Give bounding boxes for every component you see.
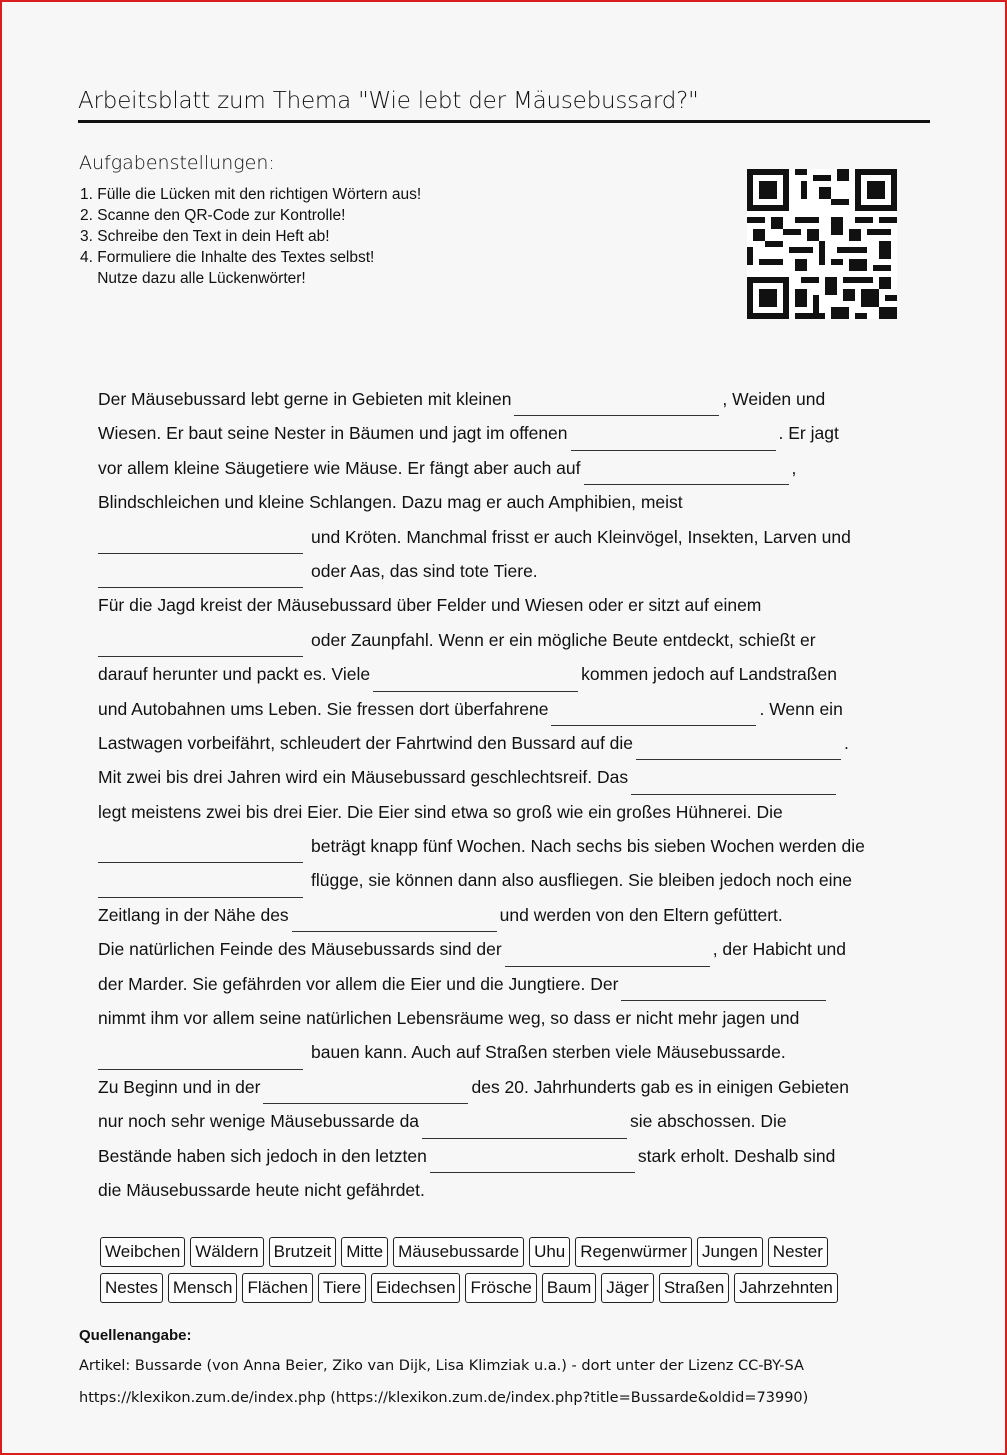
blank-gap[interactable] bbox=[551, 703, 756, 726]
text-line bbox=[98, 692, 928, 726]
text-line bbox=[98, 1139, 928, 1173]
blank-gap[interactable] bbox=[571, 428, 776, 451]
word-chip[interactable]: Brutzeit bbox=[269, 1237, 337, 1267]
text-segment: , bbox=[791, 457, 797, 478]
word-bank-row bbox=[100, 1237, 920, 1267]
text-segment: Blindschleichen und kleine Schlangen. Dazu mag er auch Amphibien, meist bbox=[98, 492, 683, 513]
word-chip[interactable]: Jungen bbox=[697, 1237, 763, 1267]
text-segment: darauf herunter und packt es. Viele bbox=[98, 664, 371, 685]
text-segment: nur noch sehr wenige Mäusebussarde da bbox=[98, 1111, 420, 1132]
text-line bbox=[98, 382, 928, 416]
blank-gap[interactable] bbox=[98, 565, 303, 588]
text-segment: die Mäusebussarde heute nicht gefährdet. bbox=[98, 1179, 425, 1200]
text-segment: Mit zwei bis drei Jahren wird ein Mäusebussard geschlechtsreif. Das bbox=[98, 767, 629, 788]
word-chip[interactable]: Uhu bbox=[529, 1237, 570, 1267]
text-line bbox=[98, 932, 928, 966]
word-chip[interactable]: Tiere bbox=[318, 1273, 366, 1303]
text-line bbox=[98, 1173, 928, 1207]
blank-gap[interactable] bbox=[505, 944, 710, 967]
word-chip[interactable]: Straßen bbox=[659, 1273, 729, 1303]
text-line bbox=[98, 588, 928, 622]
word-chip[interactable]: Baum bbox=[542, 1273, 596, 1303]
text-line bbox=[98, 623, 928, 657]
text-line bbox=[98, 829, 928, 863]
task-item: Nutze dazu alle Lückenwörter! bbox=[80, 270, 306, 287]
word-chip[interactable]: Nester bbox=[768, 1237, 828, 1267]
word-chip[interactable]: Weibchen bbox=[100, 1237, 185, 1267]
blank-gap[interactable] bbox=[514, 393, 719, 416]
blank-gap[interactable] bbox=[584, 462, 789, 485]
blank-gap[interactable] bbox=[292, 909, 497, 932]
source-article: Artikel: Bussarde (von Anna Beier, Ziko van Dijk, Lisa Klimziak u.a.) - dort unter der Lizenz CC-BY-SA bbox=[79, 1358, 804, 1374]
blank-gap[interactable] bbox=[631, 772, 836, 795]
qr-code-icon[interactable] bbox=[747, 168, 897, 320]
word-chip[interactable]: Mitte bbox=[341, 1237, 388, 1267]
text-line bbox=[98, 726, 928, 760]
word-chip[interactable]: Mensch bbox=[168, 1273, 238, 1303]
source-heading: Quellenangabe: bbox=[79, 1327, 192, 1344]
task-item: 2. Scanne den QR-Code zur Kontrolle! bbox=[80, 207, 346, 224]
text-segment: Für die Jagd kreist der Mäusebussard über Felder und Wiesen oder er sitzt auf einem bbox=[98, 595, 762, 616]
tasks-heading: Aufgabenstellungen: bbox=[79, 152, 275, 174]
source-link[interactable]: https://klexikon.zum.de/index.php (https://klexikon.zum.de/index.php?title=Bussarde&oldid=73990) bbox=[79, 1390, 809, 1406]
blank-gap[interactable] bbox=[430, 1150, 635, 1173]
task-item: 4. Formuliere die Inhalte des Textes selbst! bbox=[80, 249, 375, 266]
word-chip[interactable]: Jäger bbox=[601, 1273, 654, 1303]
text-segment: Die natürlichen Feinde des Mäusebussards sind der bbox=[98, 939, 502, 960]
blank-gap[interactable] bbox=[373, 669, 578, 692]
text-segment: Lastwagen vorbeifährt, schleudert der Fahrtwind den Bussard auf die bbox=[98, 732, 634, 753]
task-item: 3. Schreibe den Text in dein Heft ab! bbox=[80, 228, 330, 245]
blank-gap[interactable] bbox=[98, 1047, 303, 1070]
text-segment: . Er jagt bbox=[778, 423, 839, 444]
text-segment: oder Aas, das sind tote Tiere. bbox=[311, 560, 538, 581]
word-chip[interactable]: Frösche bbox=[465, 1273, 536, 1303]
text-segment: des 20. Jahrhunderts gab es in einigen Gebieten bbox=[471, 1076, 849, 1097]
word-bank-row bbox=[100, 1273, 920, 1303]
text-segment: vor allem kleine Säugetiere wie Mäuse. Er fängt aber auch auf bbox=[98, 457, 581, 478]
text-line bbox=[98, 795, 928, 829]
worksheet-title: Arbeitsblatt zum Thema "Wie lebt der Mäusebussard?" bbox=[78, 86, 930, 123]
text-line bbox=[98, 1070, 928, 1104]
text-segment: Zeitlang in der Nähe des bbox=[98, 904, 289, 925]
cloze-text bbox=[98, 382, 928, 1207]
blank-gap[interactable] bbox=[98, 875, 303, 898]
word-chip[interactable]: Eidechsen bbox=[371, 1273, 460, 1303]
blank-gap[interactable] bbox=[98, 531, 303, 554]
text-segment: flügge, sie können dann also ausfliegen. Sie bleiben jedoch noch eine bbox=[311, 870, 852, 891]
word-chip[interactable]: Flächen bbox=[242, 1273, 312, 1303]
text-line bbox=[98, 657, 928, 691]
text-segment: und Kröten. Manchmal frisst er auch Kleinvögel, Insekten, Larven und bbox=[311, 526, 851, 547]
word-chip[interactable]: Nestes bbox=[100, 1273, 163, 1303]
text-segment: bauen kann. Auch auf Straßen sterben viele Mäusebussarde. bbox=[311, 1042, 786, 1063]
text-line bbox=[98, 485, 928, 519]
text-segment: stark erholt. Deshalb sind bbox=[637, 1145, 836, 1166]
text-segment: und Autobahnen ums Leben. Sie fressen dort überfahrene bbox=[98, 698, 549, 719]
text-line bbox=[98, 520, 928, 554]
text-line bbox=[98, 554, 928, 588]
text-segment: Bestände haben sich jedoch in den letzten bbox=[98, 1145, 427, 1166]
blank-gap[interactable] bbox=[98, 634, 303, 657]
text-line bbox=[98, 898, 928, 932]
blank-gap[interactable] bbox=[263, 1081, 468, 1104]
text-segment: Wiesen. Er baut seine Nester in Bäumen und jagt im offenen bbox=[98, 423, 568, 444]
text-line bbox=[98, 1035, 928, 1069]
text-line bbox=[98, 1104, 928, 1138]
word-chip[interactable]: Regenwürmer bbox=[575, 1237, 692, 1267]
word-bank bbox=[100, 1237, 920, 1309]
text-line bbox=[98, 1001, 928, 1035]
text-segment: kommen jedoch auf Landstraßen bbox=[581, 664, 837, 685]
task-item: 1. Fülle die Lücken mit den richtigen Wörtern aus! bbox=[80, 186, 422, 203]
blank-gap[interactable] bbox=[621, 978, 826, 1001]
text-segment: . bbox=[844, 732, 849, 753]
text-segment: oder Zaunpfahl. Wenn er ein mögliche Beute entdeckt, schießt er bbox=[311, 629, 816, 650]
text-line bbox=[98, 451, 928, 485]
word-chip[interactable]: Mäusebussarde bbox=[393, 1237, 524, 1267]
text-line bbox=[98, 863, 928, 897]
text-segment: , der Habicht und bbox=[712, 939, 846, 960]
text-line bbox=[98, 416, 928, 450]
text-segment: beträgt knapp fünf Wochen. Nach sechs bis sieben Wochen werden die bbox=[311, 836, 865, 857]
text-segment: Der Mäusebussard lebt gerne in Gebieten mit kleinen bbox=[98, 389, 512, 409]
blank-gap[interactable] bbox=[98, 840, 303, 863]
text-segment: Zu Beginn und in der bbox=[98, 1076, 261, 1097]
text-segment: der Marder. Sie gefährden vor allem die Eier und die Jungtiere. Der bbox=[98, 973, 619, 994]
word-chip[interactable]: Jahrzehnten bbox=[734, 1273, 838, 1303]
text-line bbox=[98, 760, 928, 794]
text-segment: legt meistens zwei bis drei Eier. Die Eier sind etwa so groß wie ein großes Hühnerei. Die bbox=[98, 801, 783, 822]
text-segment: und werden von den Eltern gefüttert. bbox=[499, 904, 783, 925]
text-segment: sie abschossen. Die bbox=[630, 1111, 787, 1132]
text-segment: , Weiden und bbox=[722, 389, 826, 409]
blank-gap[interactable] bbox=[422, 1116, 627, 1139]
task-list bbox=[80, 184, 421, 289]
text-segment: nimmt ihm vor allem seine natürlichen Lebensräume weg, so dass er nicht mehr jagen und bbox=[98, 1008, 800, 1029]
blank-gap[interactable] bbox=[636, 737, 841, 760]
text-line bbox=[98, 967, 928, 1001]
text-segment: . Wenn ein bbox=[759, 698, 843, 719]
word-chip[interactable]: Wäldern bbox=[190, 1237, 263, 1267]
